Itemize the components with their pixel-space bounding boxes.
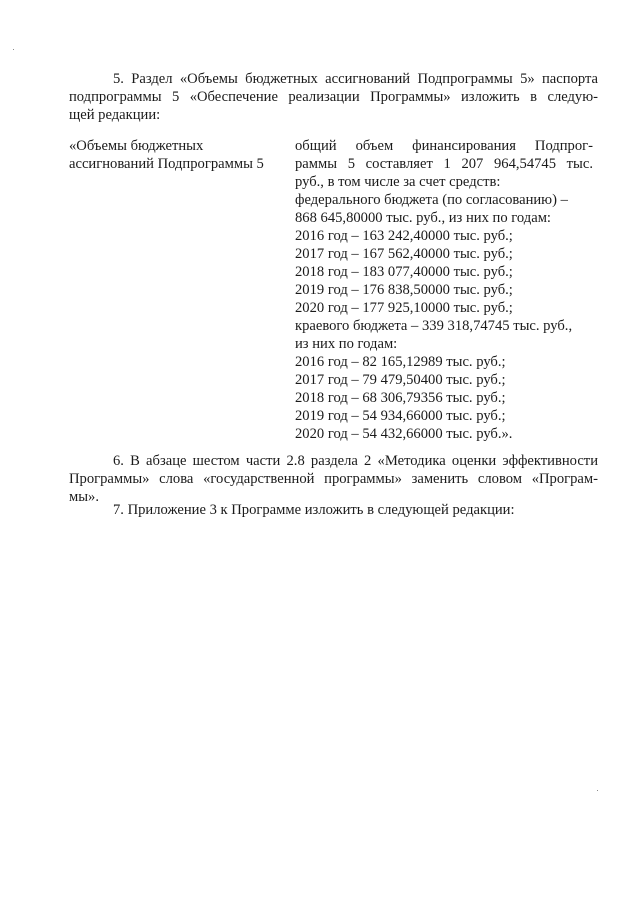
- passport-value-line: 868 645,80000 тыс. руб., из них по годам:: [295, 210, 551, 226]
- passport-value-line: 2016 год – 163 242,40000 тыс. руб.;: [295, 228, 513, 244]
- passport-value-line: 2019 год – 54 934,66000 тыс. руб.;: [295, 408, 506, 424]
- passport-value-line: 2020 год – 177 925,10000 тыс. руб.;: [295, 300, 513, 316]
- passport-label-line: «Объемы бюджетных: [69, 138, 204, 154]
- passport-value-line: 2019 год – 176 838,50000 тыс. руб.;: [295, 282, 513, 298]
- paragraph-line: 7. Приложение 3 к Программе изложить в следующей редакции:: [113, 502, 515, 518]
- passport-value-line: 2018 год – 183 077,40000 тыс. руб.;: [295, 264, 513, 280]
- passport-value-line: общий объем финансирования Подпрог-: [295, 138, 593, 154]
- passport-value-line: из них по годам:: [295, 336, 398, 352]
- passport-label-line: ассигнований Подпрограммы 5: [69, 156, 264, 172]
- passport-value-line: 2020 год – 54 432,66000 тыс. руб.».: [295, 426, 513, 442]
- paragraph-line: щей редакции:: [69, 107, 161, 123]
- scan-speck: [13, 49, 14, 50]
- paragraph-line: 6. В абзаце шестом части 2.8 раздела 2 «Методика оценки эффективности: [113, 453, 598, 469]
- passport-value-line: 2018 год – 68 306,79356 тыс. руб.;: [295, 390, 506, 406]
- passport-section-name: [69, 137, 284, 173]
- passport-value-line: руб., в том числе за счет средств:: [295, 174, 501, 190]
- paragraph-line: мы».: [69, 489, 99, 505]
- passport-value-line: 2017 год – 79 479,50400 тыс. руб.;: [295, 372, 506, 388]
- passport-value-line: краевого бюджета – 339 318,74745 тыс. руб.,: [295, 318, 573, 334]
- paragraph-line: 5. Раздел «Объемы бюджетных ассигнований Подпрограммы 5» паспорта: [113, 71, 598, 87]
- passport-section-content: [295, 137, 593, 443]
- paragraph-5: [69, 70, 598, 124]
- paragraph-6: [69, 452, 598, 506]
- scan-speck: [597, 790, 598, 791]
- paragraph-line: Программы» слова «государственной программы» заменить словом «Програм-: [69, 471, 598, 487]
- paragraph-7: [113, 501, 598, 519]
- passport-value-line: 2017 год – 167 562,40000 тыс. руб.;: [295, 246, 513, 262]
- paragraph-line: подпрограммы 5 «Обеспечение реализации Программы» изложить в следую-: [69, 89, 598, 105]
- passport-value-line: раммы 5 составляет 1 207 964,54745 тыс.: [295, 156, 593, 172]
- passport-value-line: федерального бюджета (по согласованию) –: [295, 192, 568, 208]
- passport-value-line: 2016 год – 82 165,12989 тыс. руб.;: [295, 354, 506, 370]
